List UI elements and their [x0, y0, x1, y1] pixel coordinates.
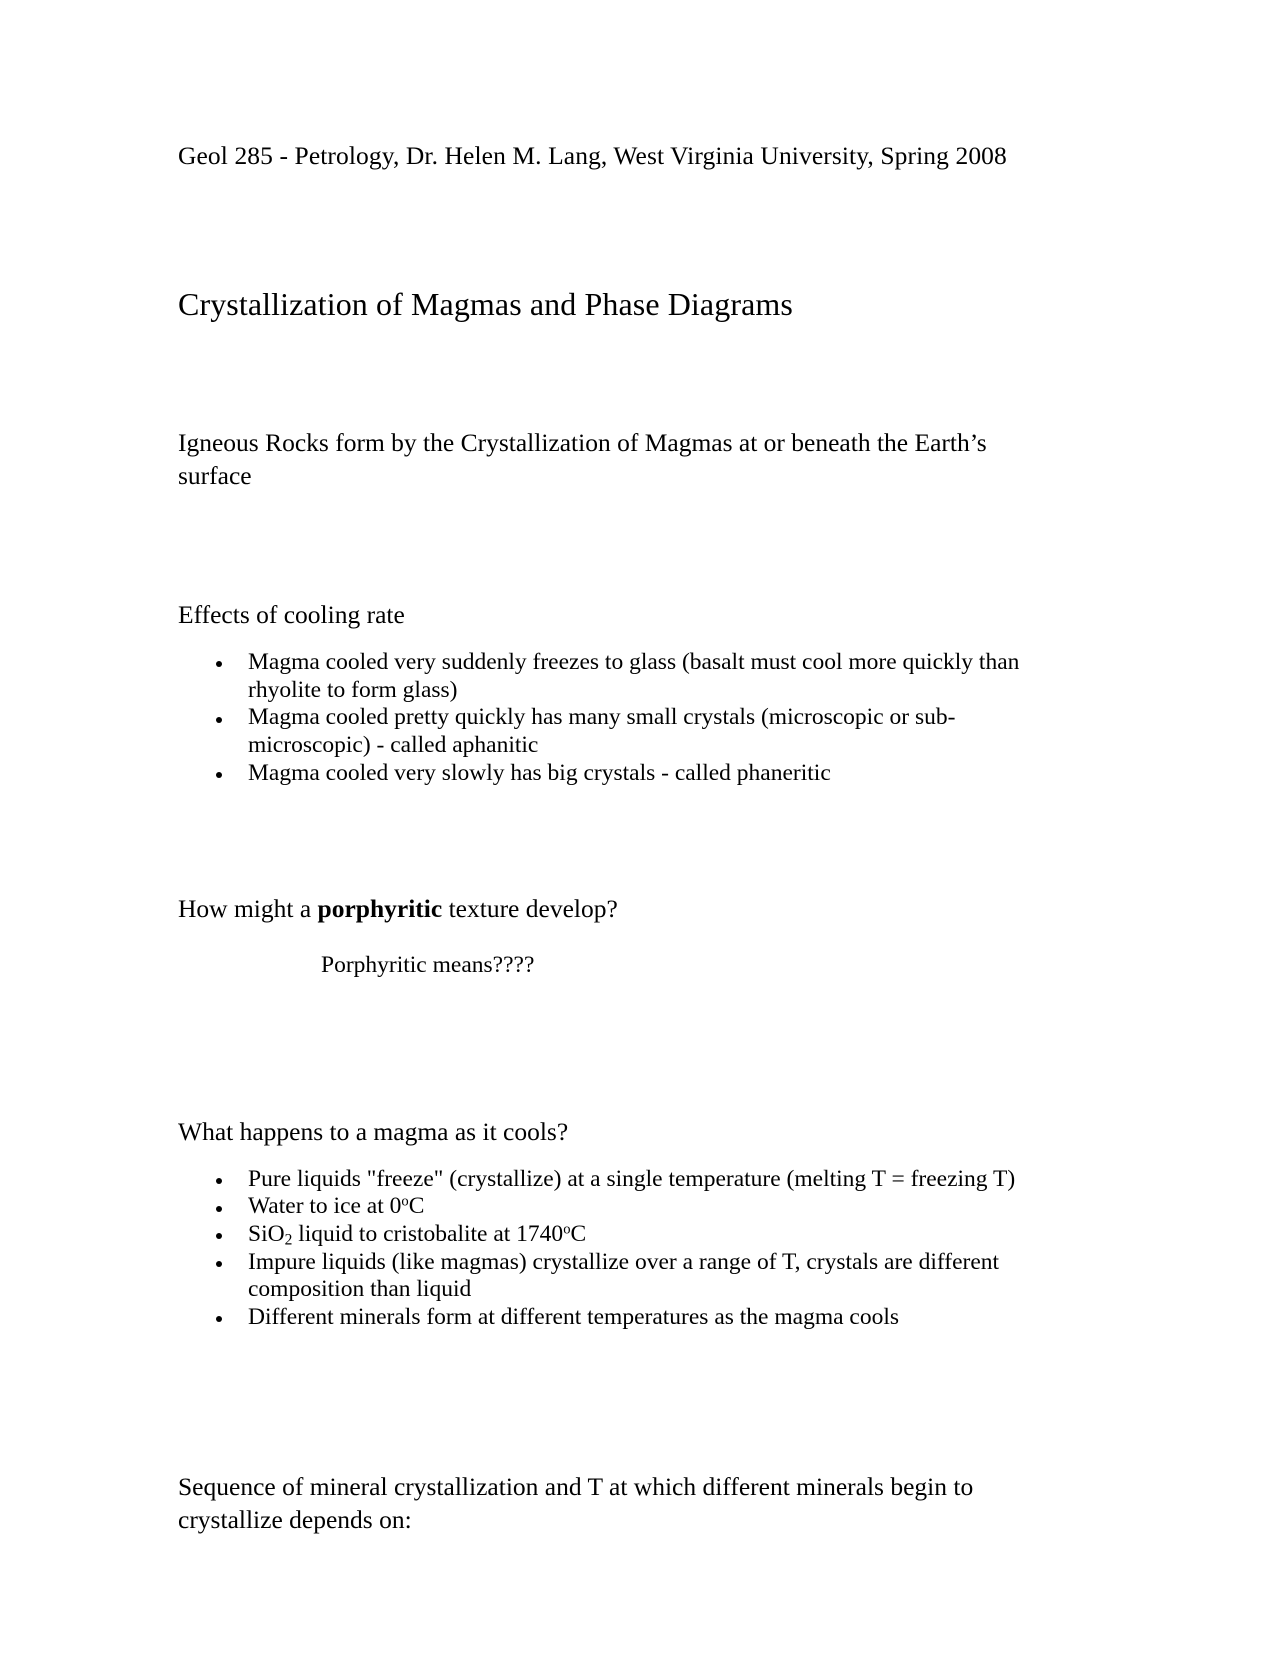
- intro-paragraph: Igneous Rocks form by the Crystallization of Magmas at or beneath the Earth’s surface: [178, 428, 987, 491]
- section-cooling-rate: [178, 598, 1033, 787]
- porphyritic-question-line: Porphyritic means????: [321, 952, 535, 979]
- page-title: Crystallization of Magmas and Phase Diagrams: [178, 285, 793, 322]
- bullet-icon: [216, 717, 222, 723]
- list-item-text: Water to ice at 0: [248, 1193, 402, 1220]
- list-item-text: Magma cooled very suddenly freezes to glass (basalt must cool more quickly than rhyolite to form glass): [248, 649, 1020, 703]
- list-item-text-tail: C: [408, 1193, 425, 1220]
- bullet-icon: [216, 1178, 222, 1184]
- list-item: [178, 1193, 1033, 1221]
- section-heading-cooling-magma: What happens to a magma as it cools?: [178, 1116, 569, 1146]
- bullet-icon: [216, 1316, 222, 1322]
- list-item: [178, 1166, 1033, 1194]
- list-item: [178, 704, 1033, 759]
- list-item-text: Magma cooled very slowly has big crystals - called phaneritic: [248, 759, 831, 786]
- porphyritic-heading-suffix: texture develop?: [442, 894, 618, 924]
- porphyritic-heading-prefix: How might a: [178, 894, 318, 924]
- list-item-text: Impure liquids (like magmas) crystallize over a range of T, crystals are different composition than liquid: [248, 1248, 1000, 1303]
- list-item-text: Magma cooled pretty quickly has many small crystals (microscopic or sub-microscopic) - called aphanitic: [248, 704, 956, 759]
- cooling-rate-bullet-list: [178, 649, 1033, 787]
- list-item-text: SiO: [248, 1220, 285, 1247]
- course-header: Geol 285 - Petrology, Dr. Helen M. Lang, West Virginia University, Spring 2008: [178, 141, 1007, 170]
- porphyritic-keyword: porphyritic: [317, 894, 443, 924]
- list-item: [178, 1304, 1033, 1332]
- bullet-icon: [216, 1261, 222, 1267]
- degree-superscript: o: [401, 1193, 409, 1210]
- section-cooling-magma: [178, 1115, 1033, 1332]
- section-sequence: [178, 1471, 1033, 1537]
- bullet-icon: [216, 1206, 222, 1212]
- list-item-text: Different minerals form at different temperatures as the magma cools: [248, 1303, 900, 1330]
- degree-superscript: o: [563, 1221, 571, 1238]
- list-item-text-tail: C: [570, 1220, 587, 1247]
- list-item-text: Pure liquids "freeze" (crystallize) at a single temperature (melting T = freezing T): [248, 1165, 1016, 1192]
- cooling-magma-bullet-list: [178, 1166, 1033, 1332]
- list-item: [178, 1221, 1033, 1249]
- list-item: [178, 760, 1033, 788]
- section-porphyritic: [178, 892, 1033, 979]
- bullet-icon: [216, 772, 222, 778]
- list-item: [178, 1249, 1033, 1304]
- list-item: [178, 649, 1033, 704]
- bullet-icon: [216, 661, 222, 667]
- list-item-text-mid: liquid to cristobalite at 1740: [292, 1220, 564, 1247]
- document-body: [178, 140, 1033, 1537]
- section-heading-porphyritic: [178, 892, 1033, 925]
- sequence-paragraph: Sequence of mineral crystallization and T at which different minerals begin to crystallize depends on:: [178, 1472, 974, 1535]
- bullet-icon: [216, 1233, 222, 1239]
- section-heading-cooling-rate: Effects of cooling rate: [178, 600, 405, 630]
- chemical-subscript: 2: [284, 1231, 293, 1249]
